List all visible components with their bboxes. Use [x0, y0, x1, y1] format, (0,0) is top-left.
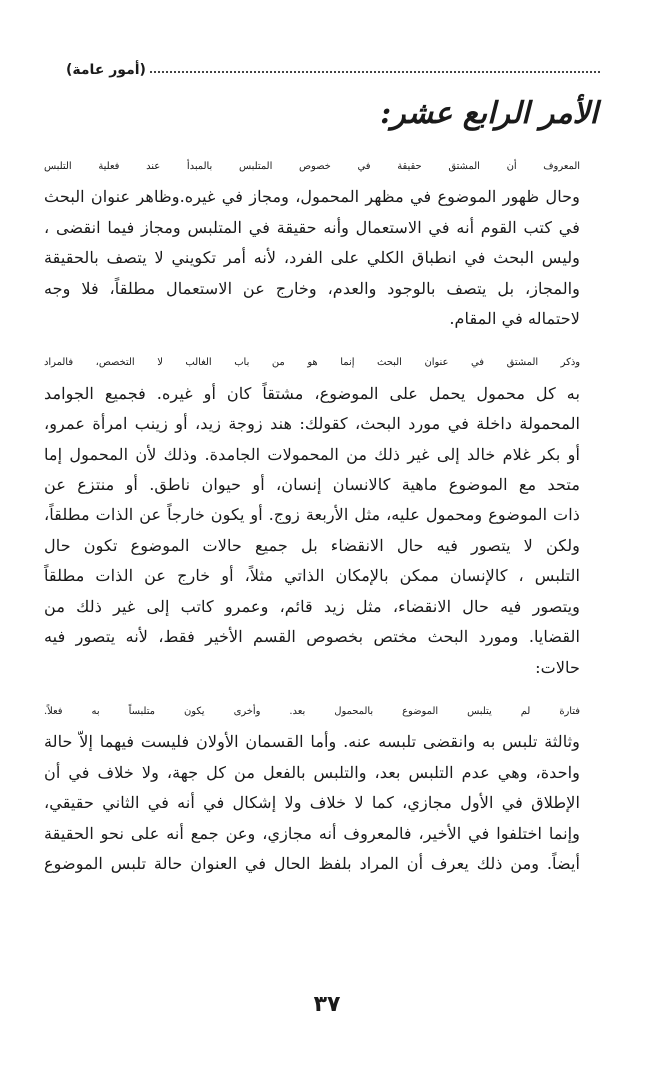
text-line: حالات: [535, 657, 580, 677]
text-line: واحدة، وهي عدم التلبس بعد، والتلبس بالفعل من كل جهة، ولا خلاف في أن [44, 762, 580, 782]
text-line: متحد مع الموضوع ماهية كالانسان إنسان، أو حيوان ناطق. أو منتزع عن [44, 475, 580, 495]
page-number: ٣٧ [313, 992, 341, 1017]
header-dotted-rule [150, 70, 600, 73]
text-line: أيضاً. ومن ذلك يعرف أن المراد بلفظ الحال في العنوان حالة تلبس الموضوع [44, 853, 580, 873]
text-line: لاحتماله في المقام. [449, 309, 580, 329]
text-line: المحمولة داخلة في مورد البحث، كقولك: هند زوجة زيد، أو زينب امرأة عمرو، [44, 414, 580, 434]
text-line: وذكر المشتق في عنوان البحث إنما هو من باب الغالب لا التخصص، فالمراد [44, 357, 580, 369]
text-line: أو بكر غلام خالد إلى غير ذلك من المحمولات الجامدة. وذلك لأن المحمول إما [44, 444, 580, 464]
section-heading: الأمر الرابع عشر: [380, 96, 598, 131]
text-line: الإطلاق في الأول مجازي، كما لا خلاف ولا إشكال في أنه في الثاني حقيقي، [44, 793, 580, 813]
text-line: ويتصور فيه حال الانقضاء، مثل زيد قائم، وعمرو كاتب إلى غير ذلك من [44, 596, 580, 616]
text-line: به كل محمول يحمل على الموضوع، مشتقاً كان أو غيره. فجميع الجوامد [44, 383, 580, 403]
text-line: التلبس ، كالإنسان ممكن بالإمكان الذاتي مثلاً، أو خارج عن الذات مطلقاً [44, 566, 580, 586]
text-line: وثالثة تلبس به وانقضى تلبسه عنه. وأما القسمان الأولان فليست فيهما إلاّ حالة [44, 732, 580, 752]
text-line: وإنما اختلفوا في الأخير، فالمعروف أنه مجازي، وعن جمع أنه على نحو الحقيقة [44, 823, 580, 843]
text-line: والمجاز، بل يتصف بالوجود والعدم، وخارج عن الاستعمال مطلقاً، فلا وجه [44, 278, 580, 298]
running-head-title: (أمور عامة) [66, 62, 146, 78]
text-line: فتارة لم يتلبس الموضوع بالمحمول بعد. وأخرى يكون متلبساً به فعلاً. [44, 705, 580, 717]
text-line: ذات الموضوع ومحمول عليه، مثل الأربعة زوج. أو يكون خارجاً عن الذات مطلقاً، [44, 505, 580, 525]
text-line: القضايا. ومورد البحث مختص بخصوص القسم الأخير فقط، لأنه يتصور فيه [44, 627, 580, 647]
text-line: ولكن لا يتصور فيه حال الانقضاء بل جميع حالات الموضوع تكون حال [44, 535, 580, 555]
paragraph-3 [44, 697, 610, 879]
text-line: في كتب القوم أنه في الاستعمال وأنه حقيقة في المتلبس ومجاز فيما انقضى ، [44, 217, 580, 237]
body-text [44, 152, 610, 879]
text-line: وحال ظهور الموضوع في مظهر المحمول، ومجاز في غيره.وظاهر عنوان البحث [44, 187, 580, 207]
paragraph-2 [44, 348, 610, 682]
paragraph-1 [44, 152, 610, 334]
running-header [66, 58, 600, 78]
text-line: المعروف أن المشتق حقيقة في خصوص المتلبس بالمبدأ عند فعلية التلبس [44, 161, 580, 172]
text-line: وليس البحث في انطباق الكلي على الفرد، لأنه أمر تكويني لا يتصف بالحقيقة [44, 248, 580, 268]
